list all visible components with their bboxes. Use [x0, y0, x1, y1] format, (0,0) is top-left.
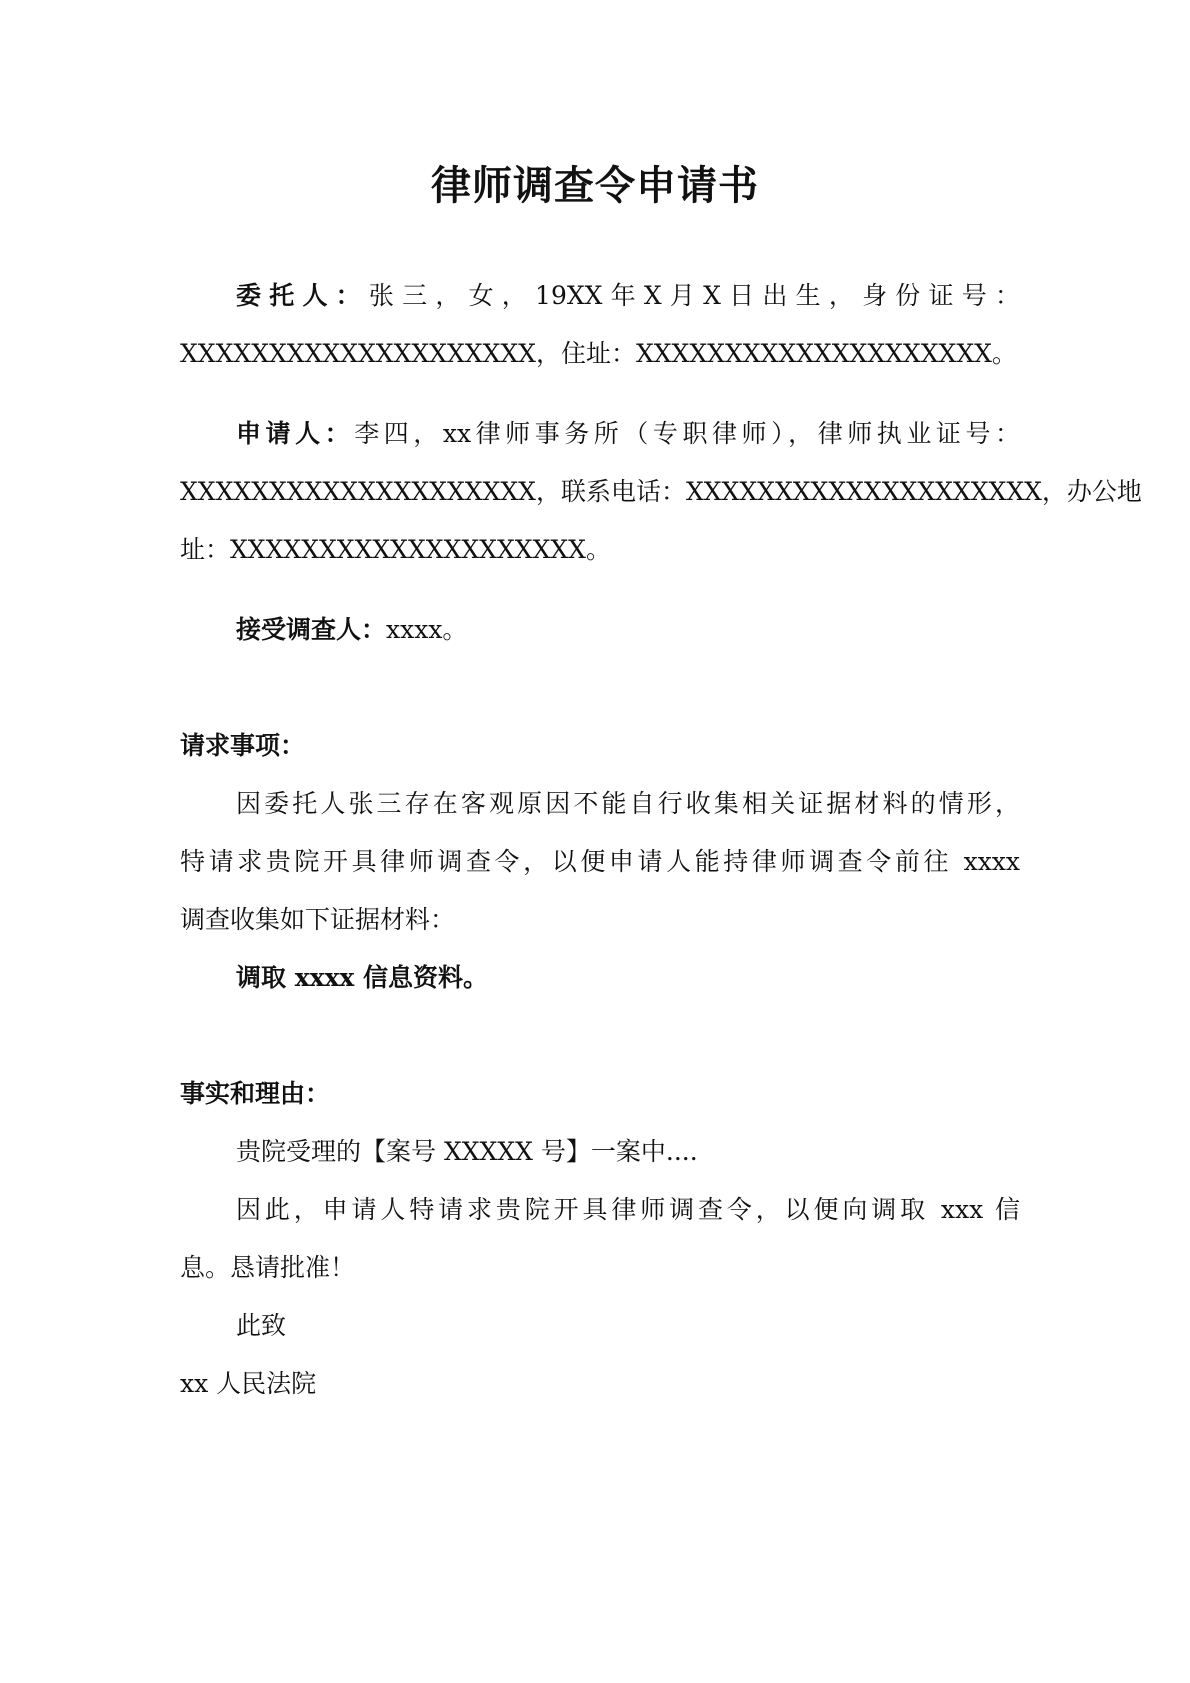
applicant-line-3: 址：XXXXXXXXXXXXXXXXXXXX。: [180, 535, 611, 564]
facts-heading: 事实和理由：: [180, 1079, 331, 1108]
applicant-label: 申请人：: [236, 419, 355, 448]
principal-label: 委托人：: [236, 281, 369, 310]
respondent-label: 接受调查人：: [236, 615, 387, 644]
applicant-info: 李四，xx律师事务所（专职律师），律师执业证号：: [354, 419, 1020, 448]
request-item: 调取 xxxx 信息资料。: [236, 963, 489, 992]
applicant-line-1: [236, 414, 1020, 454]
request-line-2: 特请求贵院开具律师调查令，以便申请人能持律师调查令前往 xxxx: [180, 847, 1020, 876]
applicant-line-2: XXXXXXXXXXXXXXXXXXXX，联系电话：XXXXXXXXXXXXXXXXXXXX，办公地: [180, 477, 1142, 506]
document-title: 律师调查令申请书: [431, 162, 759, 209]
request-heading: 请求事项：: [180, 731, 306, 760]
request-line-1: 因委托人张三存在客观原因不能自行收集相关证据材料的情形，: [236, 789, 1020, 818]
court-name: xx 人民法院: [180, 1369, 317, 1398]
principal-line-2: XXXXXXXXXXXXXXXXXXXX，住址：XXXXXXXXXXXXXXXXXXXX。: [180, 339, 1017, 368]
principal-line-1: [236, 276, 1020, 316]
facts-line-2: 因此，申请人特请求贵院开具律师调查令，以便向调取 xxx 信: [236, 1195, 1020, 1224]
facts-line-3: 息。恳请批准！: [180, 1253, 356, 1282]
respondent-value: xxxx。: [386, 615, 468, 644]
facts-line-1: 贵院受理的【案号 XXXXX 号】一案中....: [236, 1137, 698, 1166]
respondent-line: [236, 610, 1020, 650]
request-line-3: 调查收集如下证据材料：: [180, 905, 456, 934]
closing-salutation: 此致: [236, 1311, 287, 1340]
principal-info: 张三，女，19XX年X月X日出生，身份证号：: [368, 281, 1020, 310]
